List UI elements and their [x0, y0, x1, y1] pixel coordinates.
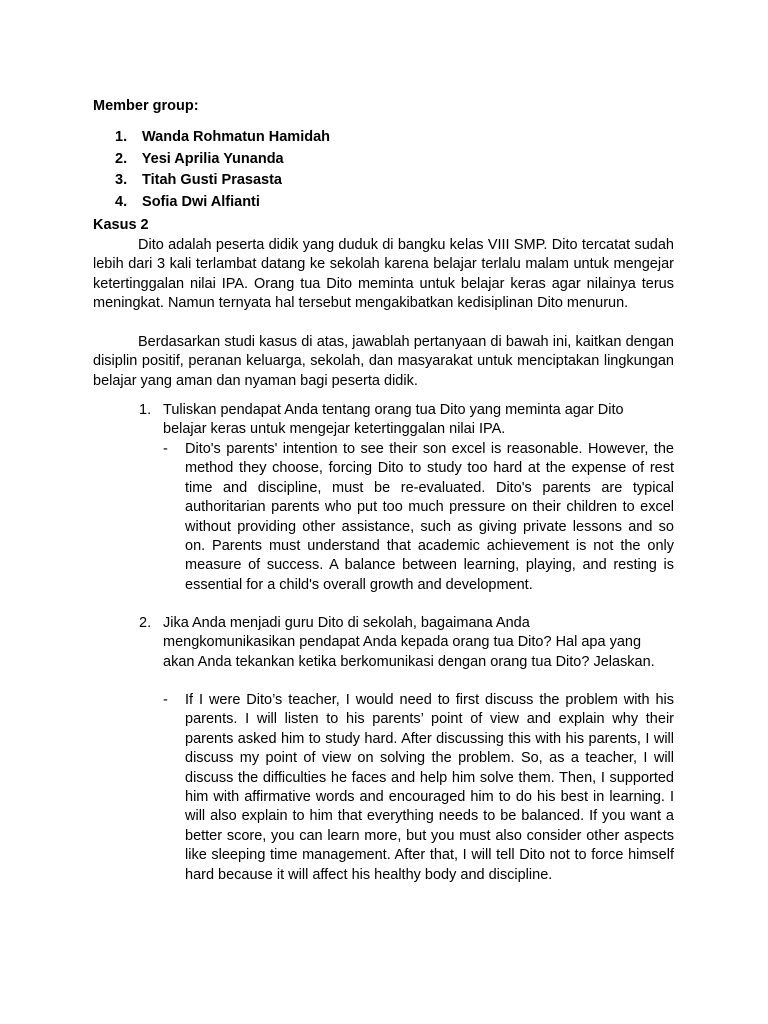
answer-item [163, 691, 674, 885]
question-number: 2. [139, 615, 152, 631]
answer-item [163, 440, 674, 595]
answer-text: Dito's parents' intention to see their son excel is reasonable. However, the method they choose, forcing Dito to study too hard at the expense of rest time and discipline, must be re-evaluated. Dito's parents are typical authoritarian parents who put too much pressure on their children to excel without providing other assistance, such as giving private lessons and so on. Parents must understand that academic achievement is not the only measure of success. A balance between learning, playing, and resting is essential for a child's overall growth and development. [185, 441, 674, 593]
member-number: 2. [115, 150, 128, 167]
member-name: Yesi Aprilia Yunanda [141, 150, 284, 167]
member-number: 3. [115, 172, 128, 188]
question-item [139, 614, 679, 672]
question-item [139, 401, 679, 440]
member-name: Titah Gusti Prasasta [142, 172, 282, 188]
question-text: Jika Anda menjadi guru Dito di sekolah, bagaimana Anda mengkomunikasikan pendapat Anda kepada orang tua Dito? Hal apa yang akan Anda tekankan ketika berkomunikasi dengan orang tua Dito? Jelaskan. [163, 615, 655, 670]
instruction-paragraph: Berdasarkan studi kasus di atas, jawablah pertanyaan di bawah ini, kaitkan dengan disiplin positif, peranan keluarga, sekolah, dan masyarakat untuk menciptakan lingkungan belajar yang aman dan nyaman bagi peserta didik. [93, 334, 674, 389]
member-name: Wanda Rohmatun Hamidah [142, 129, 331, 145]
answer-dash: - [163, 692, 168, 708]
member-list-item [93, 149, 653, 171]
case-paragraph: Dito adalah peserta didik yang duduk di bangku kelas VIII SMP. Dito tercatat sudah lebih dari 3 kali terlambat datang ke sekolah karena belajar terlalu malam untuk mengejar ketertinggalan nilai IPA. Orang tua Dito meminta untuk belajar keras agar nilainya terus meningkat. Namun ternyata hal tersebut mengakibatkan kedisiplinan Dito menurun. [93, 237, 674, 312]
member-group-heading: Member group: [93, 98, 199, 114]
member-list-item [93, 127, 653, 149]
member-list [93, 127, 653, 213]
member-number: 1. [115, 129, 128, 145]
answer-dash: - [163, 441, 168, 457]
member-list-item [93, 170, 653, 192]
answer-text: If I were Dito’s teacher, I would need to first discuss the problem with his parents. I will listen to his parents’ point of view and explain why their parents asked him to study hard. After discussing this with his parents, I will discuss my point of view on solving the problem. So, as a teacher, I will discuss the difficulties he faces and help him solve them. Then, I supported him with affirmative words and encouraged him to do his best in learning. I will also explain to him that everything needs to be balanced. If you want a better score, you can learn more, but you must also consider other aspects like sleeping time management. After that, I will tell Dito not to force himself hard because it will affect his healthy body and discipline. [185, 692, 674, 883]
member-list-item [93, 192, 653, 214]
question-text: Tuliskan pendapat Anda tentang orang tua Dito yang meminta agar Dito belajar keras untuk mengejar ketertinggalan nilai IPA. [163, 402, 624, 438]
case-title: Kasus 2 [93, 217, 149, 233]
member-number: 4. [115, 193, 128, 210]
question-number: 1. [139, 402, 152, 418]
member-name: Sofia Dwi Alfianti [142, 193, 260, 210]
